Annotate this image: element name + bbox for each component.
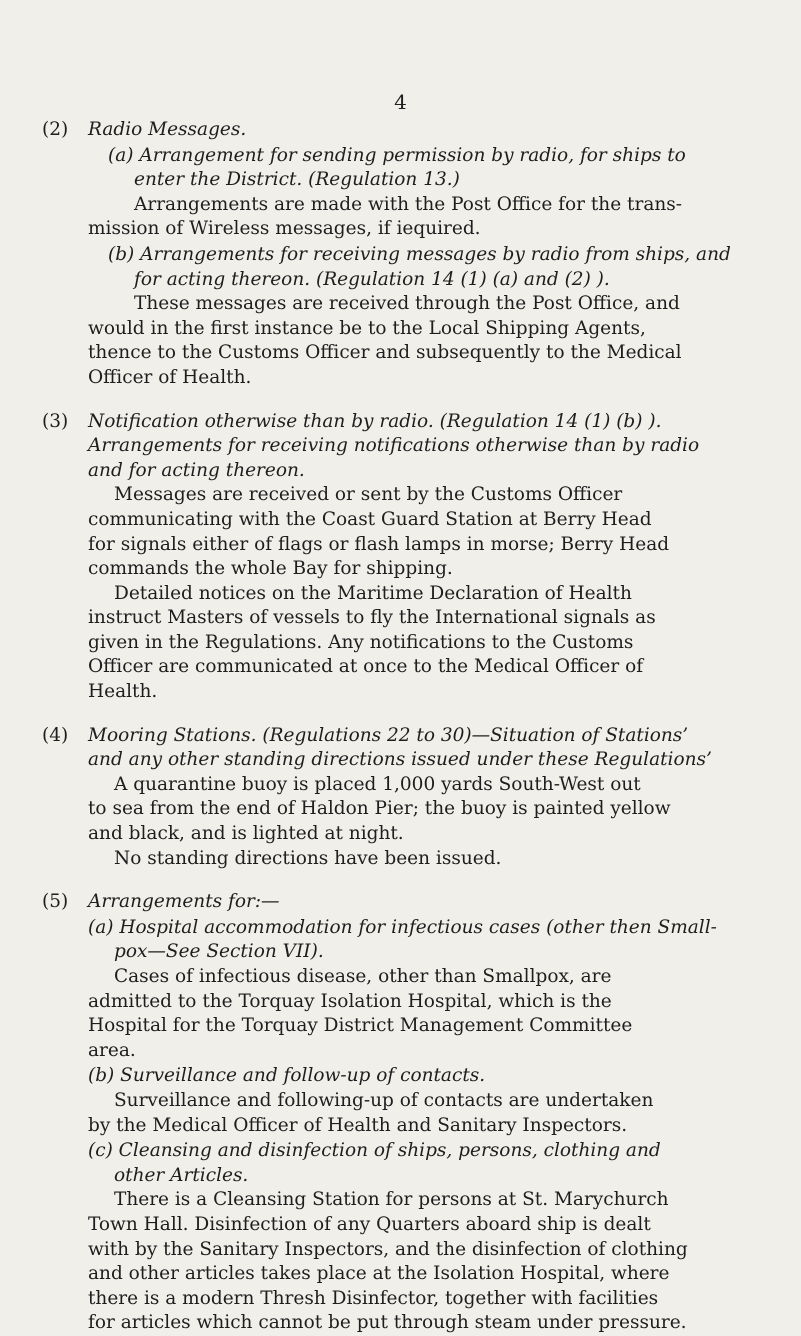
- page-number: 4: [394, 90, 407, 114]
- section-2-radio-messages: [42, 118, 772, 391]
- paragraph-line: Detailed notices on the Maritime Declaration of Health: [114, 582, 632, 604]
- paragraph-line: commands the whole Bay for shipping.: [88, 558, 453, 580]
- section-5-arrangements: [42, 890, 772, 1336]
- subheading-line: Mooring Stations. (Regulations 22 to 30)—Situation of Stations’: [88, 724, 689, 746]
- paragraph-line: would in the first instance be to the Local Shipping Agents,: [88, 317, 646, 339]
- section-number: (5): [42, 891, 69, 913]
- paragraph-line: These messages are received through the Post Office, and: [134, 293, 680, 315]
- document-body: [42, 118, 772, 1336]
- paragraph-line: mission of Wireless messages, if iequired.: [88, 218, 481, 240]
- paragraph-line: admitted to the Torquay Isolation Hospital, which is the: [88, 990, 612, 1012]
- paragraph-line: Messages are received or sent by the Customs Officer: [114, 484, 623, 506]
- paragraph-line: and other articles takes place at the Isolation Hospital, where: [88, 1263, 670, 1285]
- paragraph-line: by the Medical Officer of Health and Sanitary Inspectors.: [88, 1114, 628, 1136]
- subheading-line: Arrangements for receiving notifications otherwise than by radio: [88, 435, 700, 457]
- paragraph-line: Health.: [88, 681, 158, 703]
- subheading-line: and any other standing directions issued under these Regulations’: [88, 749, 712, 771]
- paragraph-line: for signals either of flags or flash lamps in morse; Berry Head: [88, 533, 670, 555]
- section-title: Radio Messages.: [88, 119, 247, 140]
- paragraph-line: for articles which cannot be put through steam under pressure.: [88, 1312, 687, 1334]
- paragraph-line: area.: [88, 1039, 136, 1061]
- paragraph-line: Officer of Health.: [88, 366, 252, 388]
- paragraph-line: Cases of infectious disease, other than Smallpox, are: [114, 966, 612, 987]
- section-4-mooring-stations: [42, 724, 772, 872]
- paragraph-line: Officer are communicated at once to the Medical Officer of: [88, 656, 644, 678]
- subheading-line: (c) Cleansing and disinfection of ships, persons, clothing and: [88, 1140, 661, 1162]
- paragraph-line: Hospital for the Torquay District Management Committee: [88, 1015, 633, 1037]
- subheading-line: and for acting thereon.: [88, 459, 305, 481]
- section-number: (3): [42, 410, 69, 432]
- paragraph-line: to sea from the end of Haldon Pier; the buoy is painted yellow: [88, 798, 671, 820]
- section-title: Arrangements for:—: [88, 891, 280, 913]
- paragraph-line: there is a modern Thresh Disinfector, together with facilities: [88, 1287, 659, 1309]
- paragraph-line: A quarantine buoy is placed 1,000 yards South-West out: [114, 773, 641, 795]
- subheading-line: (a) Hospital accommodation for infectious cases (other then Small-: [88, 916, 717, 938]
- section-number: (4): [42, 724, 69, 746]
- paragraph-line: No standing directions have been issued.: [114, 847, 502, 869]
- paragraph-line: and black, and is lighted at night.: [88, 823, 404, 845]
- subheading-line: other Articles.: [114, 1164, 249, 1186]
- subheading-line: (b) Arrangements for receiving messages by radio from ships, and: [108, 243, 731, 265]
- subheading-line: enter the District. (Regulation 13.): [134, 169, 460, 191]
- paragraph-line: Arrangements are made with the Post Office for the trans-: [134, 193, 683, 215]
- paragraph-line: communicating with the Coast Guard Station at Berry Head: [88, 508, 652, 530]
- subheading-line: Notification otherwise than by radio. (Regulation 14 (1) (b) ).: [88, 410, 662, 432]
- paragraph-line: instruct Masters of vessels to fly the International signals as: [88, 607, 656, 629]
- paragraph-line: Town Hall. Disinfection of any Quarters aboard ship is dealt: [88, 1213, 651, 1235]
- section-number: (2): [42, 119, 69, 140]
- paragraph-line: thence to the Customs Officer and subsequently to the Medical: [88, 342, 682, 364]
- subheading-line: pox—See Section VII).: [114, 941, 324, 963]
- paragraph-line: Surveillance and following-up of contacts are undertaken: [114, 1089, 654, 1111]
- paragraph-line: There is a Cleansing Station for persons at St. Marychurch: [114, 1189, 669, 1211]
- subheading-line: for acting thereon. (Regulation 14 (1) (a) and (2) ).: [134, 268, 610, 290]
- paragraph-line: with by the Sanitary Inspectors, and the disinfection of clothing: [88, 1238, 688, 1260]
- section-3-notification: [42, 410, 772, 705]
- subheading-line: (a) Arrangement for sending permission by radio, for ships to: [108, 144, 686, 166]
- subheading-line: (b) Surveillance and follow-up of contacts.: [88, 1065, 486, 1087]
- paragraph-line: given in the Regulations. Any notifications to the Customs: [88, 631, 634, 653]
